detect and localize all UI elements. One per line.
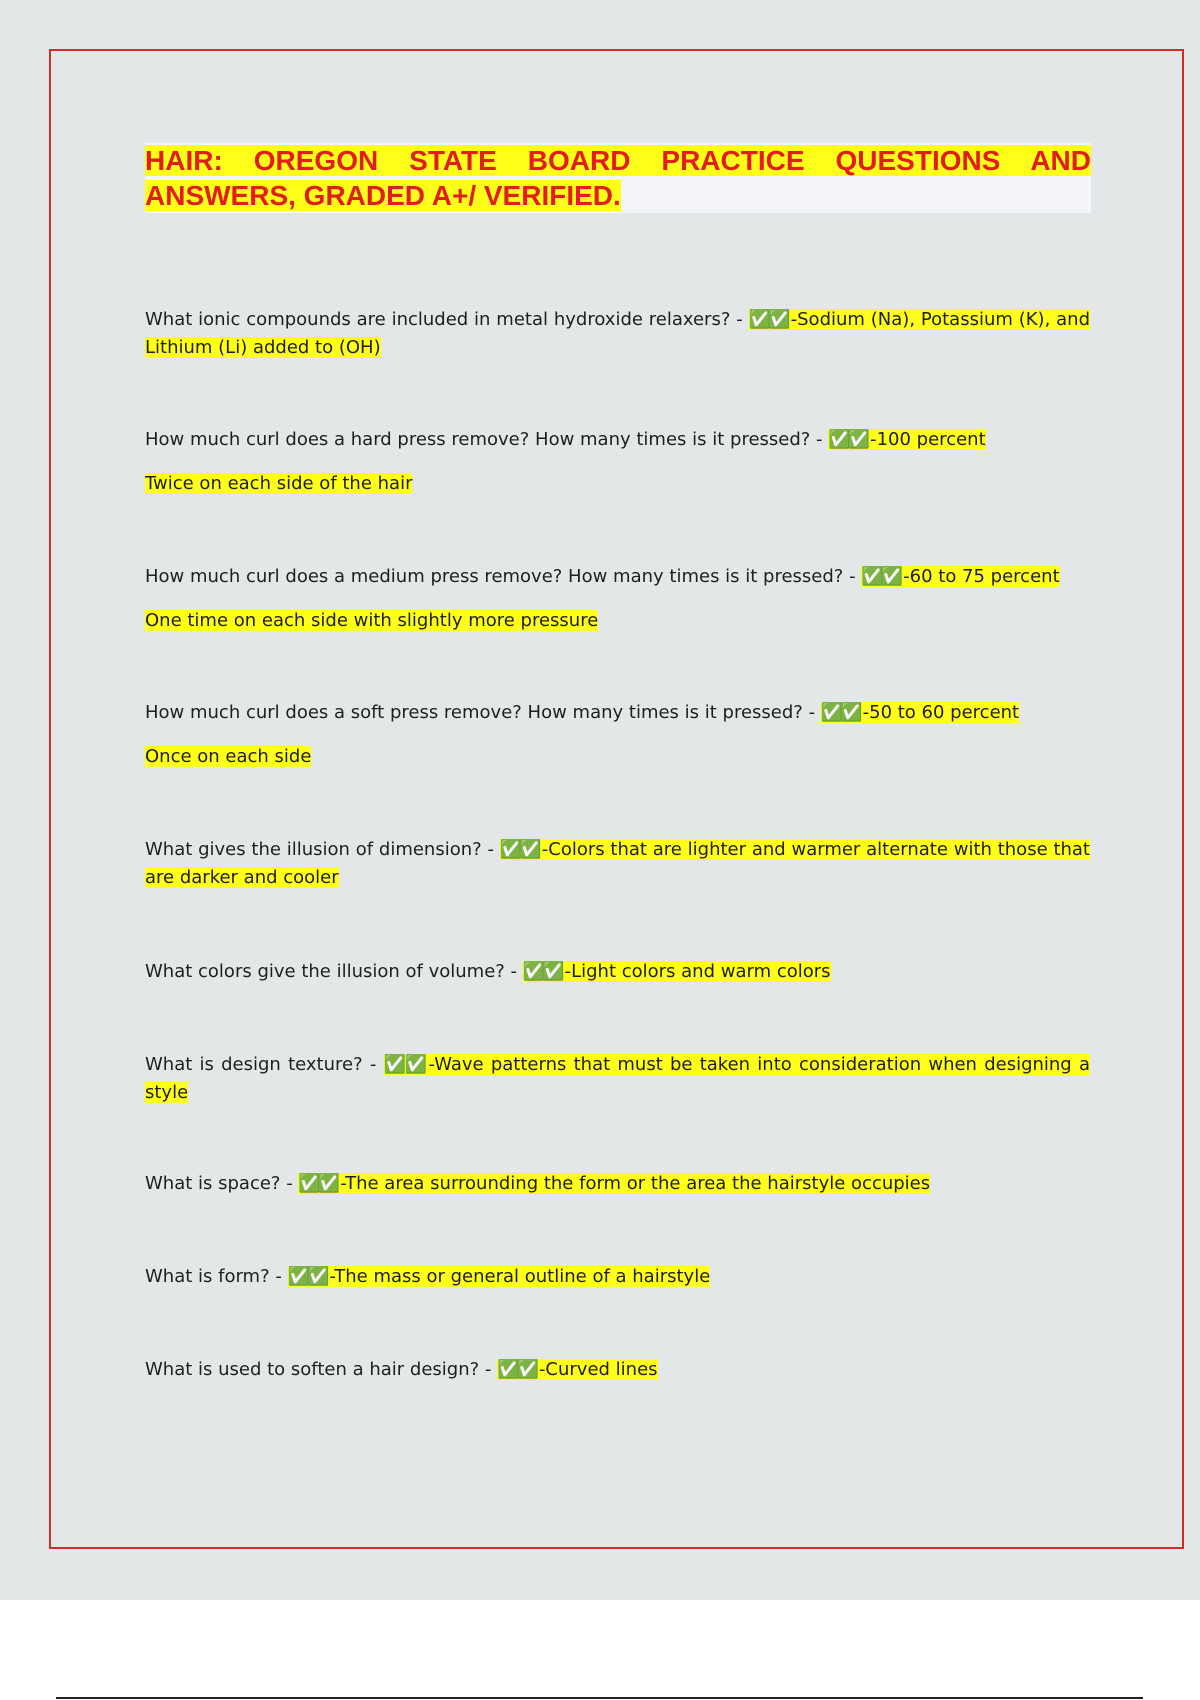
question-text: What colors give the illusion of volume? - xyxy=(145,961,523,982)
question-text: What gives the illusion of dimension? - xyxy=(145,839,500,860)
answer-text xyxy=(821,702,1019,723)
document-title xyxy=(145,143,1091,213)
question-text: How much curl does a hard press remove? How many times is it pressed? - xyxy=(145,429,829,450)
double-check-icon: ✅✅ xyxy=(499,839,539,860)
answer-body: -Curved lines xyxy=(538,1359,658,1380)
answer-text xyxy=(861,566,1059,587)
qa-item-1 xyxy=(145,306,1090,362)
qa-item-2 xyxy=(145,426,1090,498)
question-text: How much curl does a medium press remove? How many times is it pressed? - xyxy=(145,566,862,587)
answer-text xyxy=(828,429,985,450)
answer-second-line: Once on each side xyxy=(145,746,312,767)
double-check-icon: ✅✅ xyxy=(828,429,868,450)
question-text: What ionic compounds are included in metal hydroxide relaxers? - xyxy=(145,309,749,330)
double-check-icon: ✅✅ xyxy=(861,566,901,587)
answer-text xyxy=(298,1173,930,1194)
qa-item-5 xyxy=(145,836,1090,892)
double-check-icon: ✅✅ xyxy=(748,309,788,330)
answer-text xyxy=(523,961,831,982)
answer-body: -Wave patterns that must be taken into consideration when designing a style xyxy=(145,1054,1090,1103)
question-text: What is used to soften a hair design? - xyxy=(145,1359,498,1380)
qa-item-8 xyxy=(145,1170,1090,1198)
answer-body: -50 to 60 percent xyxy=(862,702,1020,723)
double-check-icon: ✅✅ xyxy=(497,1359,536,1380)
qa-item-9 xyxy=(145,1263,1090,1291)
qa-item-10 xyxy=(145,1356,1090,1384)
double-check-icon: ✅✅ xyxy=(383,1054,426,1075)
document-frame xyxy=(49,49,1184,1549)
question-text: How much curl does a soft press remove? How many times is it pressed? - xyxy=(145,702,821,723)
answer-body: -100 percent xyxy=(870,429,986,450)
double-check-icon: ✅✅ xyxy=(522,961,562,982)
answer-body: -Light colors and warm colors xyxy=(564,961,831,982)
answer-text xyxy=(497,1359,657,1380)
question-text: What is form? - xyxy=(145,1266,288,1287)
question-text: What is space? - xyxy=(145,1173,299,1194)
answer-body: -Colors that are lighter and warmer alternate with those that are darker and cooler xyxy=(145,839,1090,888)
qa-item-3 xyxy=(145,563,1090,635)
answer-body: -The area surrounding the form or the area the hairstyle occupies xyxy=(340,1173,931,1194)
document-title-text: HAIR: OREGON STATE BOARD PRACTICE QUESTIONS AND ANSWERS, GRADED A+/ VERIFIED. xyxy=(145,145,1091,211)
qa-item-6 xyxy=(145,958,1090,986)
double-check-icon: ✅✅ xyxy=(820,702,860,723)
answer-second-line: Twice on each side of the hair xyxy=(145,473,413,494)
qa-item-7 xyxy=(145,1051,1090,1107)
answer-body: -The mass or general outline of a hairstyle xyxy=(329,1266,711,1287)
qa-item-4 xyxy=(145,699,1090,771)
answer-body: -60 to 75 percent xyxy=(903,566,1060,587)
question-text: What is design texture? - xyxy=(145,1054,384,1075)
answer-text xyxy=(288,1266,711,1287)
double-check-icon: ✅✅ xyxy=(298,1173,338,1194)
page-bottom-rule xyxy=(56,1697,1143,1699)
double-check-icon: ✅✅ xyxy=(287,1266,327,1287)
answer-body: -Sodium (Na), Potassium (K), and Lithium (Li) added to (OH) xyxy=(145,309,1091,358)
answer-second-line: One time on each side with slightly more pressure xyxy=(145,610,599,631)
